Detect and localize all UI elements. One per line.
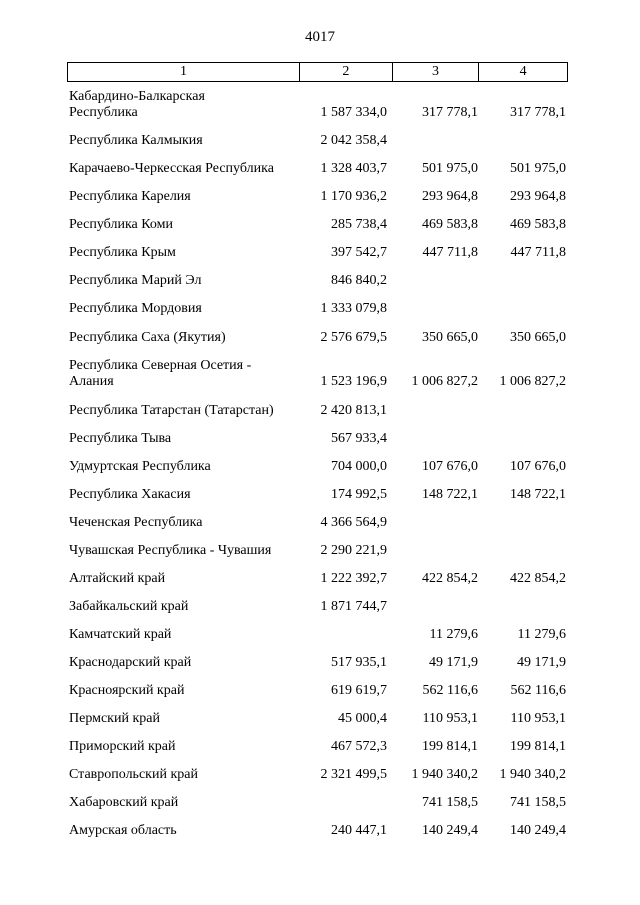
region-name: Чувашская Республика - Чувашия	[69, 543, 272, 558]
table-row	[69, 301, 568, 317]
table-row	[69, 403, 568, 419]
table-row	[69, 683, 568, 699]
value-col-4: 501 975,0	[510, 161, 566, 176]
value-col-3: 501 975,0	[422, 161, 478, 176]
value-col-4: 110 953,1	[510, 711, 566, 726]
region-name: Республика Марий Эл	[69, 273, 202, 288]
value-col-2: 4 366 564,9	[320, 515, 387, 530]
table-row	[69, 431, 568, 447]
value-col-2: 1 222 392,7	[320, 571, 387, 586]
table-row	[69, 273, 568, 289]
header-col-4: 4	[519, 64, 527, 79]
value-col-4: 562 116,6	[510, 683, 566, 698]
region-name: Камчатский край	[69, 627, 172, 642]
table-row	[69, 358, 568, 390]
value-col-2: 467 572,3	[331, 739, 387, 754]
table-row	[69, 599, 568, 615]
region-name: Алтайский край	[69, 571, 166, 586]
value-col-3: 1 006 827,2	[411, 374, 478, 389]
value-col-2: 1 328 403,7	[320, 161, 387, 176]
region-name: Республика Крым	[69, 245, 176, 260]
region-name: Забайкальский край	[69, 599, 189, 614]
value-col-3: 293 964,8	[422, 189, 478, 204]
table-row	[69, 627, 568, 643]
value-col-4: 317 778,1	[510, 105, 566, 120]
value-col-2: 1 333 079,8	[320, 301, 387, 316]
value-col-4: 422 854,2	[510, 571, 566, 586]
region-name: Республика Татарстан (Татарстан)	[69, 403, 274, 418]
region-name: Республика Карелия	[69, 189, 191, 204]
region-name: Чеченская Республика	[69, 515, 203, 530]
region-name: Пермский край	[69, 711, 160, 726]
value-col-4: 741 158,5	[510, 795, 566, 810]
value-col-3: 741 158,5	[422, 795, 478, 810]
value-col-4: 199 814,1	[510, 739, 566, 754]
value-col-3: 199 814,1	[422, 739, 478, 754]
region-name: Краснодарский край	[69, 655, 192, 670]
value-col-3: 49 171,9	[429, 655, 478, 670]
page-number: 4017	[305, 29, 335, 45]
table-row	[69, 655, 568, 671]
value-col-2: 2 576 679,5	[320, 330, 387, 345]
value-col-3: 422 854,2	[422, 571, 478, 586]
table-row	[69, 515, 568, 531]
value-col-2: 567 933,4	[331, 431, 387, 446]
header-col-1: 1	[68, 63, 300, 81]
value-col-2: 1 871 744,7	[320, 599, 387, 614]
table-row	[69, 543, 568, 559]
header-col-2: 2	[300, 63, 393, 81]
value-col-2: 2 321 499,5	[320, 767, 387, 782]
value-col-3: 107 676,0	[422, 459, 478, 474]
value-col-2: 2 042 358,4	[320, 133, 387, 148]
value-col-4: 11 279,6	[517, 627, 566, 642]
value-col-4: 107 676,0	[510, 459, 566, 474]
table-row	[69, 739, 568, 755]
value-col-4: 447 711,8	[510, 245, 566, 260]
region-name: Республика Коми	[69, 217, 173, 232]
region-name: Красноярский край	[69, 683, 185, 698]
value-col-4: 49 171,9	[517, 655, 566, 670]
table-row	[69, 571, 568, 587]
value-col-2: 285 738,4	[331, 217, 387, 232]
value-col-3: 350 665,0	[422, 330, 478, 345]
value-col-3: 1 940 340,2	[411, 767, 478, 782]
table-row	[69, 823, 568, 839]
region-name: Республика Хакасия	[69, 487, 191, 502]
region-name: Карачаево-Черкесская Республика	[69, 161, 274, 176]
region-name: Республика Калмыкия	[69, 133, 203, 148]
value-col-3: 447 711,8	[422, 245, 478, 260]
value-col-2: 2 420 813,1	[320, 403, 387, 418]
value-col-2: 704 000,0	[331, 459, 387, 474]
table-row	[69, 795, 568, 811]
region-name: Республика Саха (Якутия)	[69, 330, 226, 345]
region-name: Республика Тыва	[69, 431, 172, 446]
value-col-2: 397 542,7	[331, 245, 387, 260]
value-col-3: 317 778,1	[422, 105, 478, 120]
value-col-2: 240 447,1	[331, 823, 387, 838]
table-row	[69, 459, 568, 475]
table-row	[69, 330, 568, 346]
value-col-2: 174 992,5	[331, 487, 387, 502]
value-col-2: 2 290 221,9	[320, 543, 387, 558]
table-row	[69, 217, 568, 233]
table-row	[69, 487, 568, 503]
value-col-2: 517 935,1	[331, 655, 387, 670]
value-col-4: 293 964,8	[510, 189, 566, 204]
header-col-3: 3	[393, 63, 480, 81]
value-col-2: 1 587 334,0	[320, 105, 387, 120]
value-col-3: 11 279,6	[429, 627, 478, 642]
table-row	[69, 189, 568, 205]
region-name: Удмуртская Республика	[69, 459, 211, 474]
value-col-2: 619 619,7	[331, 683, 387, 698]
value-col-4: 1 006 827,2	[499, 374, 566, 389]
region-name: Республика Мордовия	[69, 301, 202, 316]
value-col-4: 148 722,1	[510, 487, 566, 502]
table-row	[69, 89, 568, 121]
value-col-4: 350 665,0	[510, 330, 566, 345]
region-name: Республика Северная Осетия - Алания	[69, 358, 252, 389]
table-row	[69, 711, 568, 727]
value-col-3: 140 249,4	[422, 823, 478, 838]
value-col-2: 846 840,2	[331, 273, 387, 288]
region-name: Приморский край	[69, 739, 176, 754]
value-col-3: 148 722,1	[422, 487, 478, 502]
region-name: Амурская область	[69, 823, 177, 838]
value-col-4: 1 940 340,2	[499, 767, 566, 782]
table-row	[69, 133, 568, 149]
value-col-2: 1 523 196,9	[320, 374, 387, 389]
region-name: Хабаровский край	[69, 795, 179, 810]
table-header	[67, 62, 568, 82]
value-col-4: 469 583,8	[510, 217, 566, 232]
table-row	[69, 767, 568, 783]
value-col-3: 562 116,6	[422, 683, 478, 698]
value-col-3: 110 953,1	[422, 711, 478, 726]
region-name: Ставропольский край	[69, 767, 198, 782]
value-col-2: 45 000,4	[338, 711, 387, 726]
table-row	[69, 245, 568, 261]
value-col-2: 1 170 936,2	[320, 189, 387, 204]
table-row	[69, 161, 568, 177]
region-name: Кабардино-Балкарская Республика	[69, 89, 205, 120]
value-col-4: 140 249,4	[510, 823, 566, 838]
value-col-3: 469 583,8	[422, 217, 478, 232]
